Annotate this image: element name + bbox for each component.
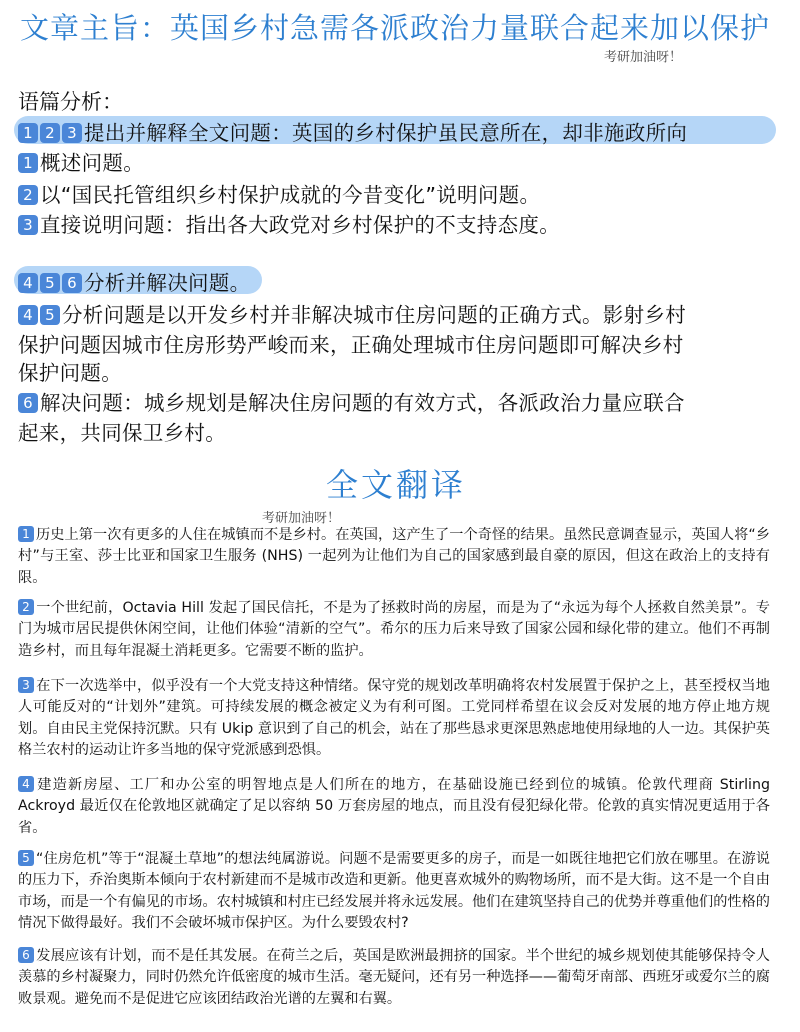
paragraph-text: 历史上第一次有更多的人住在城镇而不是乡村。在英国，这产生了一个奇怪的结果。虽然民意调查显示，英国人将“乡村”与王室、莎士比亚和国家卫生服务 (NHS) 一起列为让他们为自己的国家感到最自豪的原因，但这在政治上的支持有限。	[18, 527, 770, 586]
paragraph-text: 建造新房屋、工厂和办公室的明智地点是人们所在的地方，在基础设施已经到位的城镇。伦敦代理商 Stirling Ackroyd 最近仅在伦敦地区就确定了足以容纳 50 万套房屋的地点，而且没有侵犯绿化带。伦敦的真实情况更适用于各省。	[18, 777, 770, 836]
number-key-badge: 4	[18, 273, 38, 293]
translation-paragraph-3	[18, 676, 770, 762]
analysis-group1-text: 提出并解释全文问题：英国的乡村保护虽民意所在，却非施政所向	[84, 121, 688, 145]
translation-heading: 全文翻译	[326, 466, 467, 504]
translation-paragraph-6	[18, 946, 770, 1010]
analysis-item-text: 以“国民托管组织乡村保护成就的今昔变化”说明问题。	[40, 183, 541, 207]
number-key-badge: 5	[40, 273, 60, 293]
paragraph-text: “住房危机”等于“混凝土草地”的想法纯属游说。问题不是需要更多的房子，而是一如既往地把它们放在哪里。在游说的压力下，乔治奥斯本倾向于农村新建而不是城市改造和更新。他更喜欢城外的购物场所，而不是大街。这不是一个自由市场，而是一个有偏见的市场。农村城镇和村庄已经发展并将永远发展。他们在建筑坚持自己的优势并尊重他们的性格的情况下做得最好。我们不会破坏城市保护区。为什么要毁农村?	[18, 851, 770, 932]
number-key-badge: 1	[18, 153, 38, 173]
paragraph-text: 发展应该有计划，而不是任其发展。在荷兰之后，英国是欧洲最拥挤的国家。半个世纪的城乡规划使其能够保持令人羡慕的乡村凝聚力，同时仍然允许低密度的城市生活。毫无疑问，还有另一种选择——葡萄牙南部、西班牙或爱尔兰的腐败景观。避免而不是促进它应该团结政治光谱的左翼和右翼。	[18, 948, 770, 1007]
analysis-item-text: 解决问题：城乡规划是解决住房问题的有效方式，各派政治力量应联合	[40, 391, 685, 415]
paragraph-text: 一个世纪前，Octavia Hill 发起了国民信托，不是为了拯救时尚的房屋，而是为了“永远为每个人拯救自然美景”。专门为城市居民提供休闲空间，让他们体验“清新的空气”。希尔的压力后来导致了国家公园和绿化带的建立。他们不再制造乡村，而且每年混凝土消耗更多。它需要不断的监护。	[18, 600, 770, 659]
page-title: 文章主旨：英国乡村急需各派政治力量联合起来加以保护	[20, 11, 771, 45]
number-key-badge: 1	[18, 526, 34, 542]
number-key-badge: 3	[62, 123, 82, 143]
analysis-group1	[18, 116, 687, 146]
analysis-group2-text: 分析并解决问题。	[84, 271, 251, 295]
number-key-badge: 4	[18, 305, 38, 325]
translation-paragraph-5	[18, 849, 770, 935]
number-key-badge: 4	[18, 776, 34, 792]
analysis-heading: 语篇分析：	[18, 90, 123, 114]
translation-paragraph-4	[18, 775, 770, 839]
number-key-badge: 2	[18, 185, 38, 205]
paragraph-text: 在下一次选举中，似乎没有一个大党支持这种情绪。保守党的规划改革明确将农村发展置于保护之上，甚至授权当地人可能反对的“计划外”建筑。可持续发展的概念被定义为有利可图。工党同样希望在议会反对发展的地方停止地方规划。自由民主党保持沉默。只有 Ukip 意识到了自己的机会，站在了那些恳求更深思熟虑地使用绿地的人一边。其保护英格兰农村的运动让许多当地的保守党派感到恐惧。	[18, 678, 770, 759]
analysis-item-45-line3: 保护问题。	[18, 361, 122, 385]
analysis-item-45-line1	[18, 298, 686, 328]
analysis-item-45-line2: 保护问题因城市住房形势严峻而来，正确处理城市住房问题即可解决乡村	[18, 333, 684, 357]
number-key-badge: 1	[18, 123, 38, 143]
number-key-badge: 5	[18, 850, 34, 866]
number-key-badge: 2	[18, 599, 34, 615]
analysis-item-6-line2: 起来，共同保卫乡村。	[18, 421, 226, 445]
analysis-item-1	[18, 146, 144, 176]
number-key-badge: 6	[18, 947, 34, 963]
analysis-item-2	[18, 178, 540, 208]
translation-paragraph-1	[18, 525, 770, 589]
analysis-item-3	[18, 208, 560, 238]
analysis-item-text: 分析问题是以开发乡村并非解决城市住房问题的正确方式。影射乡村	[62, 303, 686, 327]
number-key-badge: 5	[40, 305, 60, 325]
analysis-group2	[18, 266, 250, 296]
number-key-badge: 6	[62, 273, 82, 293]
analysis-item-6-line1	[18, 386, 685, 416]
watermark-top: 考研加油呀！	[604, 50, 683, 65]
number-key-badge: 2	[40, 123, 60, 143]
number-key-badge: 3	[18, 215, 38, 235]
number-key-badge: 6	[18, 393, 38, 413]
translation-paragraph-2	[18, 598, 770, 662]
analysis-item-text: 概述问题。	[40, 151, 144, 175]
number-key-badge: 3	[18, 677, 34, 693]
analysis-item-text: 直接说明问题：指出各大政党对乡村保护的不支持态度。	[40, 213, 560, 237]
watermark-middle: 考研加油呀！	[262, 511, 341, 526]
